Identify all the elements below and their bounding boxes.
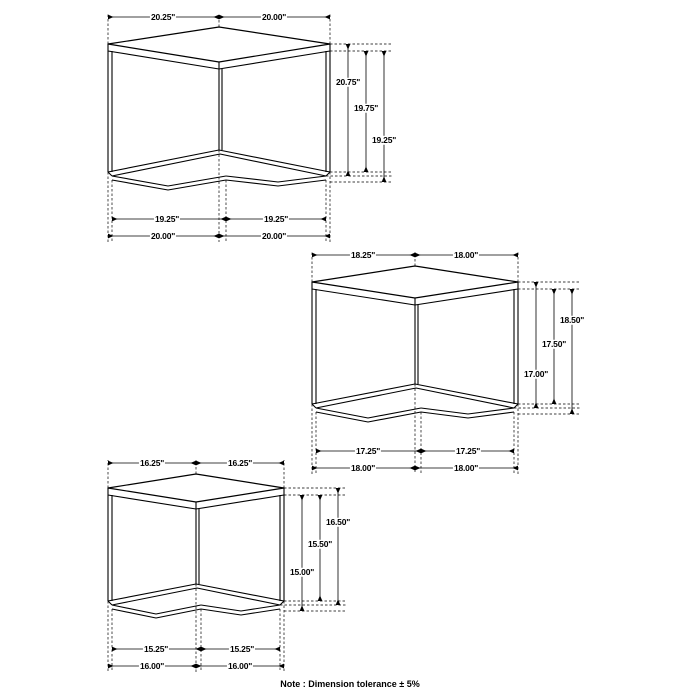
- small-base-left-outer: 16.00": [139, 660, 165, 671]
- tolerance-note: Note : Dimension tolerance ± 5%: [280, 679, 420, 689]
- small-table-figure: [0, 444, 420, 684]
- medium-top-right-width: 18.00": [453, 249, 479, 260]
- small-height-outer: 16.50": [325, 516, 351, 527]
- small-base-right-inner: 15.25": [229, 643, 255, 654]
- large-top-left-width: 20.25": [150, 11, 176, 22]
- large-top-right-width: 20.00": [261, 11, 287, 22]
- small-top-right-width: 16.25": [227, 457, 253, 468]
- small-table-drawing: [0, 444, 420, 684]
- medium-height-mid: 17.50": [541, 338, 567, 349]
- medium-base-right-outer: 18.00": [453, 462, 479, 473]
- large-height-mid: 19.75": [353, 102, 379, 113]
- large-base-left-inner: 19.25": [154, 213, 180, 224]
- medium-height-inner: 17.00": [523, 368, 549, 379]
- medium-height-outer: 18.50": [559, 314, 585, 325]
- small-height-mid: 15.50": [307, 538, 333, 549]
- large-table-figure: [0, 0, 420, 250]
- small-base-left-inner: 15.25": [143, 643, 169, 654]
- large-height-inner: 19.25": [371, 134, 397, 145]
- medium-top-left-width: 18.25": [350, 249, 376, 260]
- medium-base-right-inner: 17.25": [455, 445, 481, 456]
- medium-base-left-inner: 17.25": [355, 445, 381, 456]
- large-base-right-outer: 20.00": [261, 230, 287, 241]
- large-base-left-outer: 20.00": [150, 230, 176, 241]
- small-height-inner: 15.00": [289, 566, 315, 577]
- small-top-left-width: 16.25": [139, 457, 165, 468]
- large-table-drawing: [0, 0, 420, 250]
- small-base-right-outer: 16.00": [227, 660, 253, 671]
- large-height-outer: 20.75": [335, 76, 361, 87]
- medium-base-left-outer: 18.00": [350, 462, 376, 473]
- large-base-right-inner: 19.25": [263, 213, 289, 224]
